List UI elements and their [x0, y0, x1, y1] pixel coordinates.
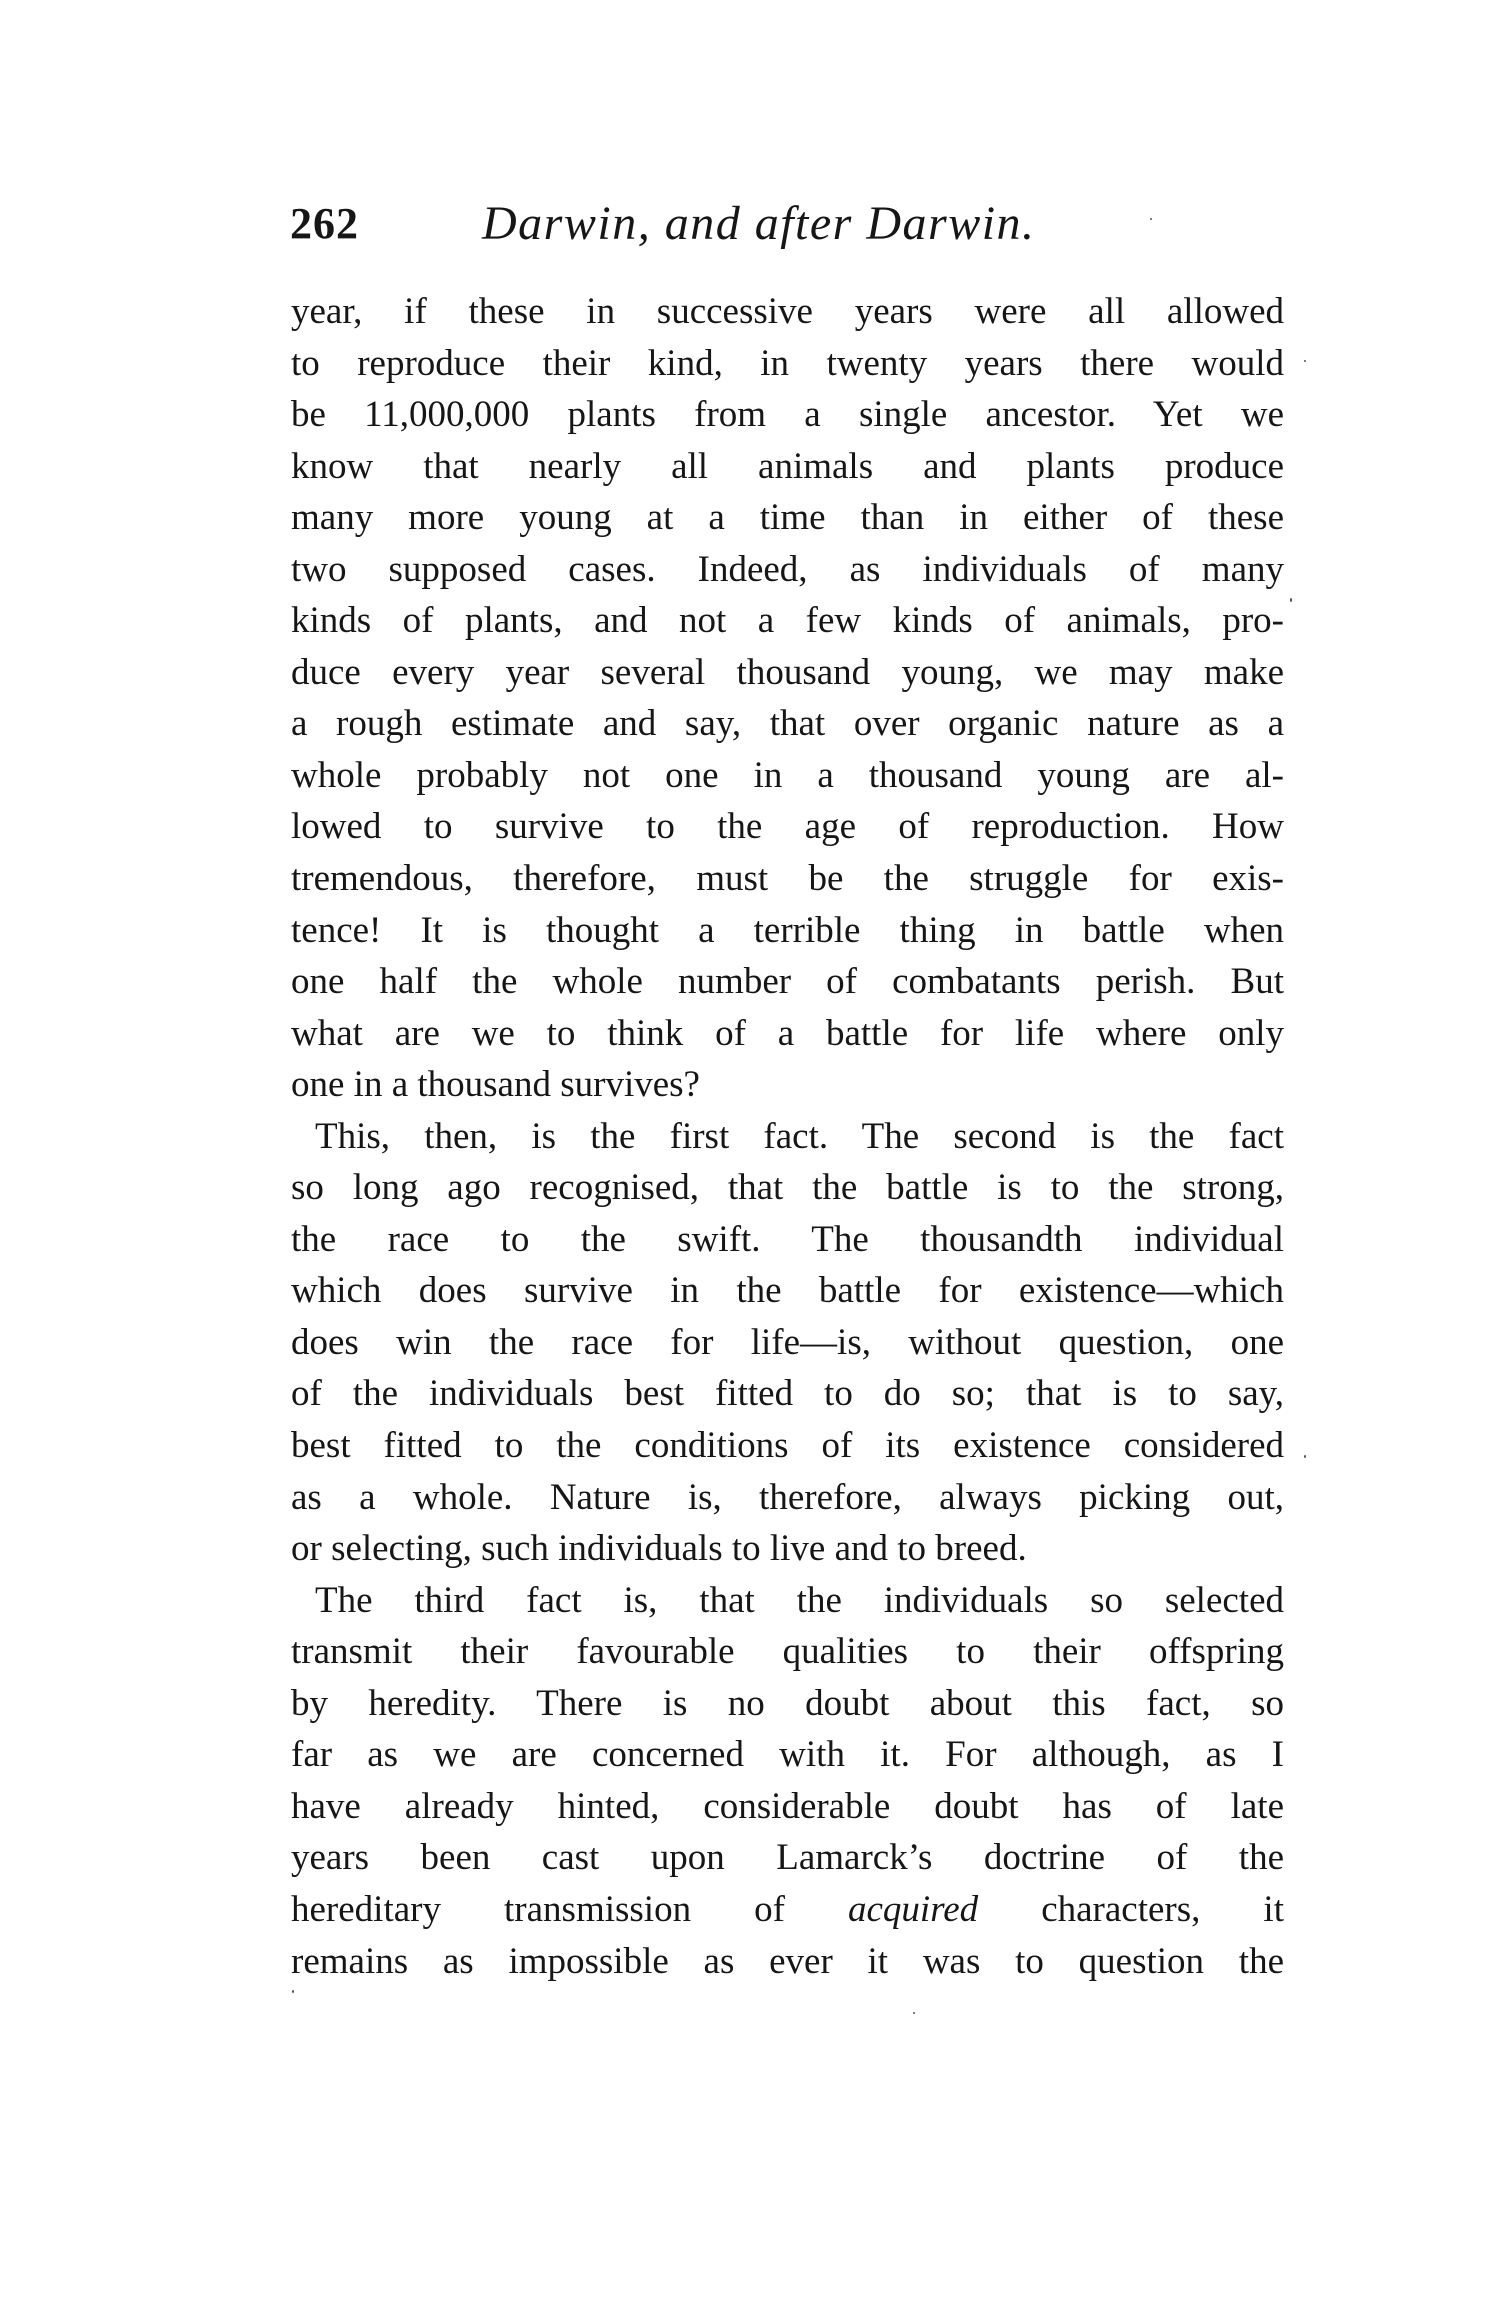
text-line: duce every year several thousand young, we may make [291, 651, 1284, 693]
paragraph-start-line: The third fact is, that the individuals so selected [315, 1579, 1284, 1621]
paragraph-end-line: one in a thousand survives? [291, 1064, 700, 1106]
scan-speck [1304, 1455, 1306, 1458]
scan-speck [1150, 218, 1152, 220]
text-line: know that nearly all animals and plants produce [291, 445, 1284, 487]
text-line: lowed to survive to the age of reproduction. How [291, 806, 1284, 848]
text-line: transmit their favourable qualities to their offspring [291, 1631, 1284, 1673]
text-line: many more young at a time than in either of these [291, 497, 1284, 539]
text-line: which does survive in the battle for existence—which [291, 1270, 1284, 1312]
text-segment: hereditary transmission of [291, 1888, 848, 1930]
scan-speck [1304, 360, 1306, 362]
scan-speck [913, 2012, 915, 2014]
text-line: have already hinted, considerable doubt has of late [291, 1785, 1284, 1827]
text-line-with-emphasis [291, 1884, 1284, 1936]
text-line: year, if these in successive years were all allowed [291, 291, 1284, 332]
text-line: kinds of plants, and not a few kinds of animals, pro- [291, 600, 1284, 642]
text-line: of the individuals best fitted to do so; that is to say, [291, 1373, 1284, 1415]
text-line: to reproduce their kind, in twenty years there would [291, 342, 1284, 384]
text-segment: characters, it [978, 1888, 1284, 1930]
text-line: years been cast upon Lamarck’s doctrine of the [291, 1837, 1284, 1879]
page-number: 262 [290, 199, 359, 248]
body-text [291, 286, 1284, 1987]
text-line: the race to the swift. The thousandth individual [291, 1218, 1284, 1260]
running-title: Darwin, and after Darwin. [482, 197, 1036, 250]
text-line: so long ago recognised, that the battle is to the strong, [291, 1167, 1284, 1209]
text-line: far as we are concerned with it. For although, as I [291, 1734, 1284, 1776]
text-line: tremendous, therefore, must be the struggle for exis- [291, 858, 1284, 900]
text-line: whole probably not one in a thousand young are al- [291, 754, 1284, 796]
paragraph-end-line: or selecting, such individuals to live and to breed. [291, 1528, 1027, 1570]
text-line: best fitted to the conditions of its existence considered [291, 1425, 1284, 1467]
text-line: be 11,000,000 plants from a single ancestor. Yet we [291, 394, 1284, 436]
text-line: two supposed cases. Indeed, as individuals of many [291, 548, 1284, 590]
text-line: by heredity. There is no doubt about this fact, so [291, 1682, 1284, 1724]
text-line: a rough estimate and say, that over organic nature as a [291, 703, 1284, 745]
text-line: tence! It is thought a terrible thing in battle when [291, 909, 1284, 951]
scan-speck [292, 1990, 294, 1993]
paragraph-start-line: This, then, is the first fact. The second is the fact [315, 1115, 1284, 1157]
emphasized-word: acquired [848, 1888, 979, 1930]
text-line: does win the race for life—is, without question, one [291, 1321, 1284, 1363]
text-line: as a whole. Nature is, therefore, always picking out, [291, 1476, 1284, 1518]
scan-speck [1290, 598, 1292, 602]
text-line: one half the whole number of combatants perish. But [291, 961, 1284, 1003]
text-line: remains as impossible as ever it was to question the [291, 1940, 1284, 1982]
text-line: what are we to think of a battle for life where only [291, 1012, 1284, 1054]
running-head [290, 196, 1285, 252]
